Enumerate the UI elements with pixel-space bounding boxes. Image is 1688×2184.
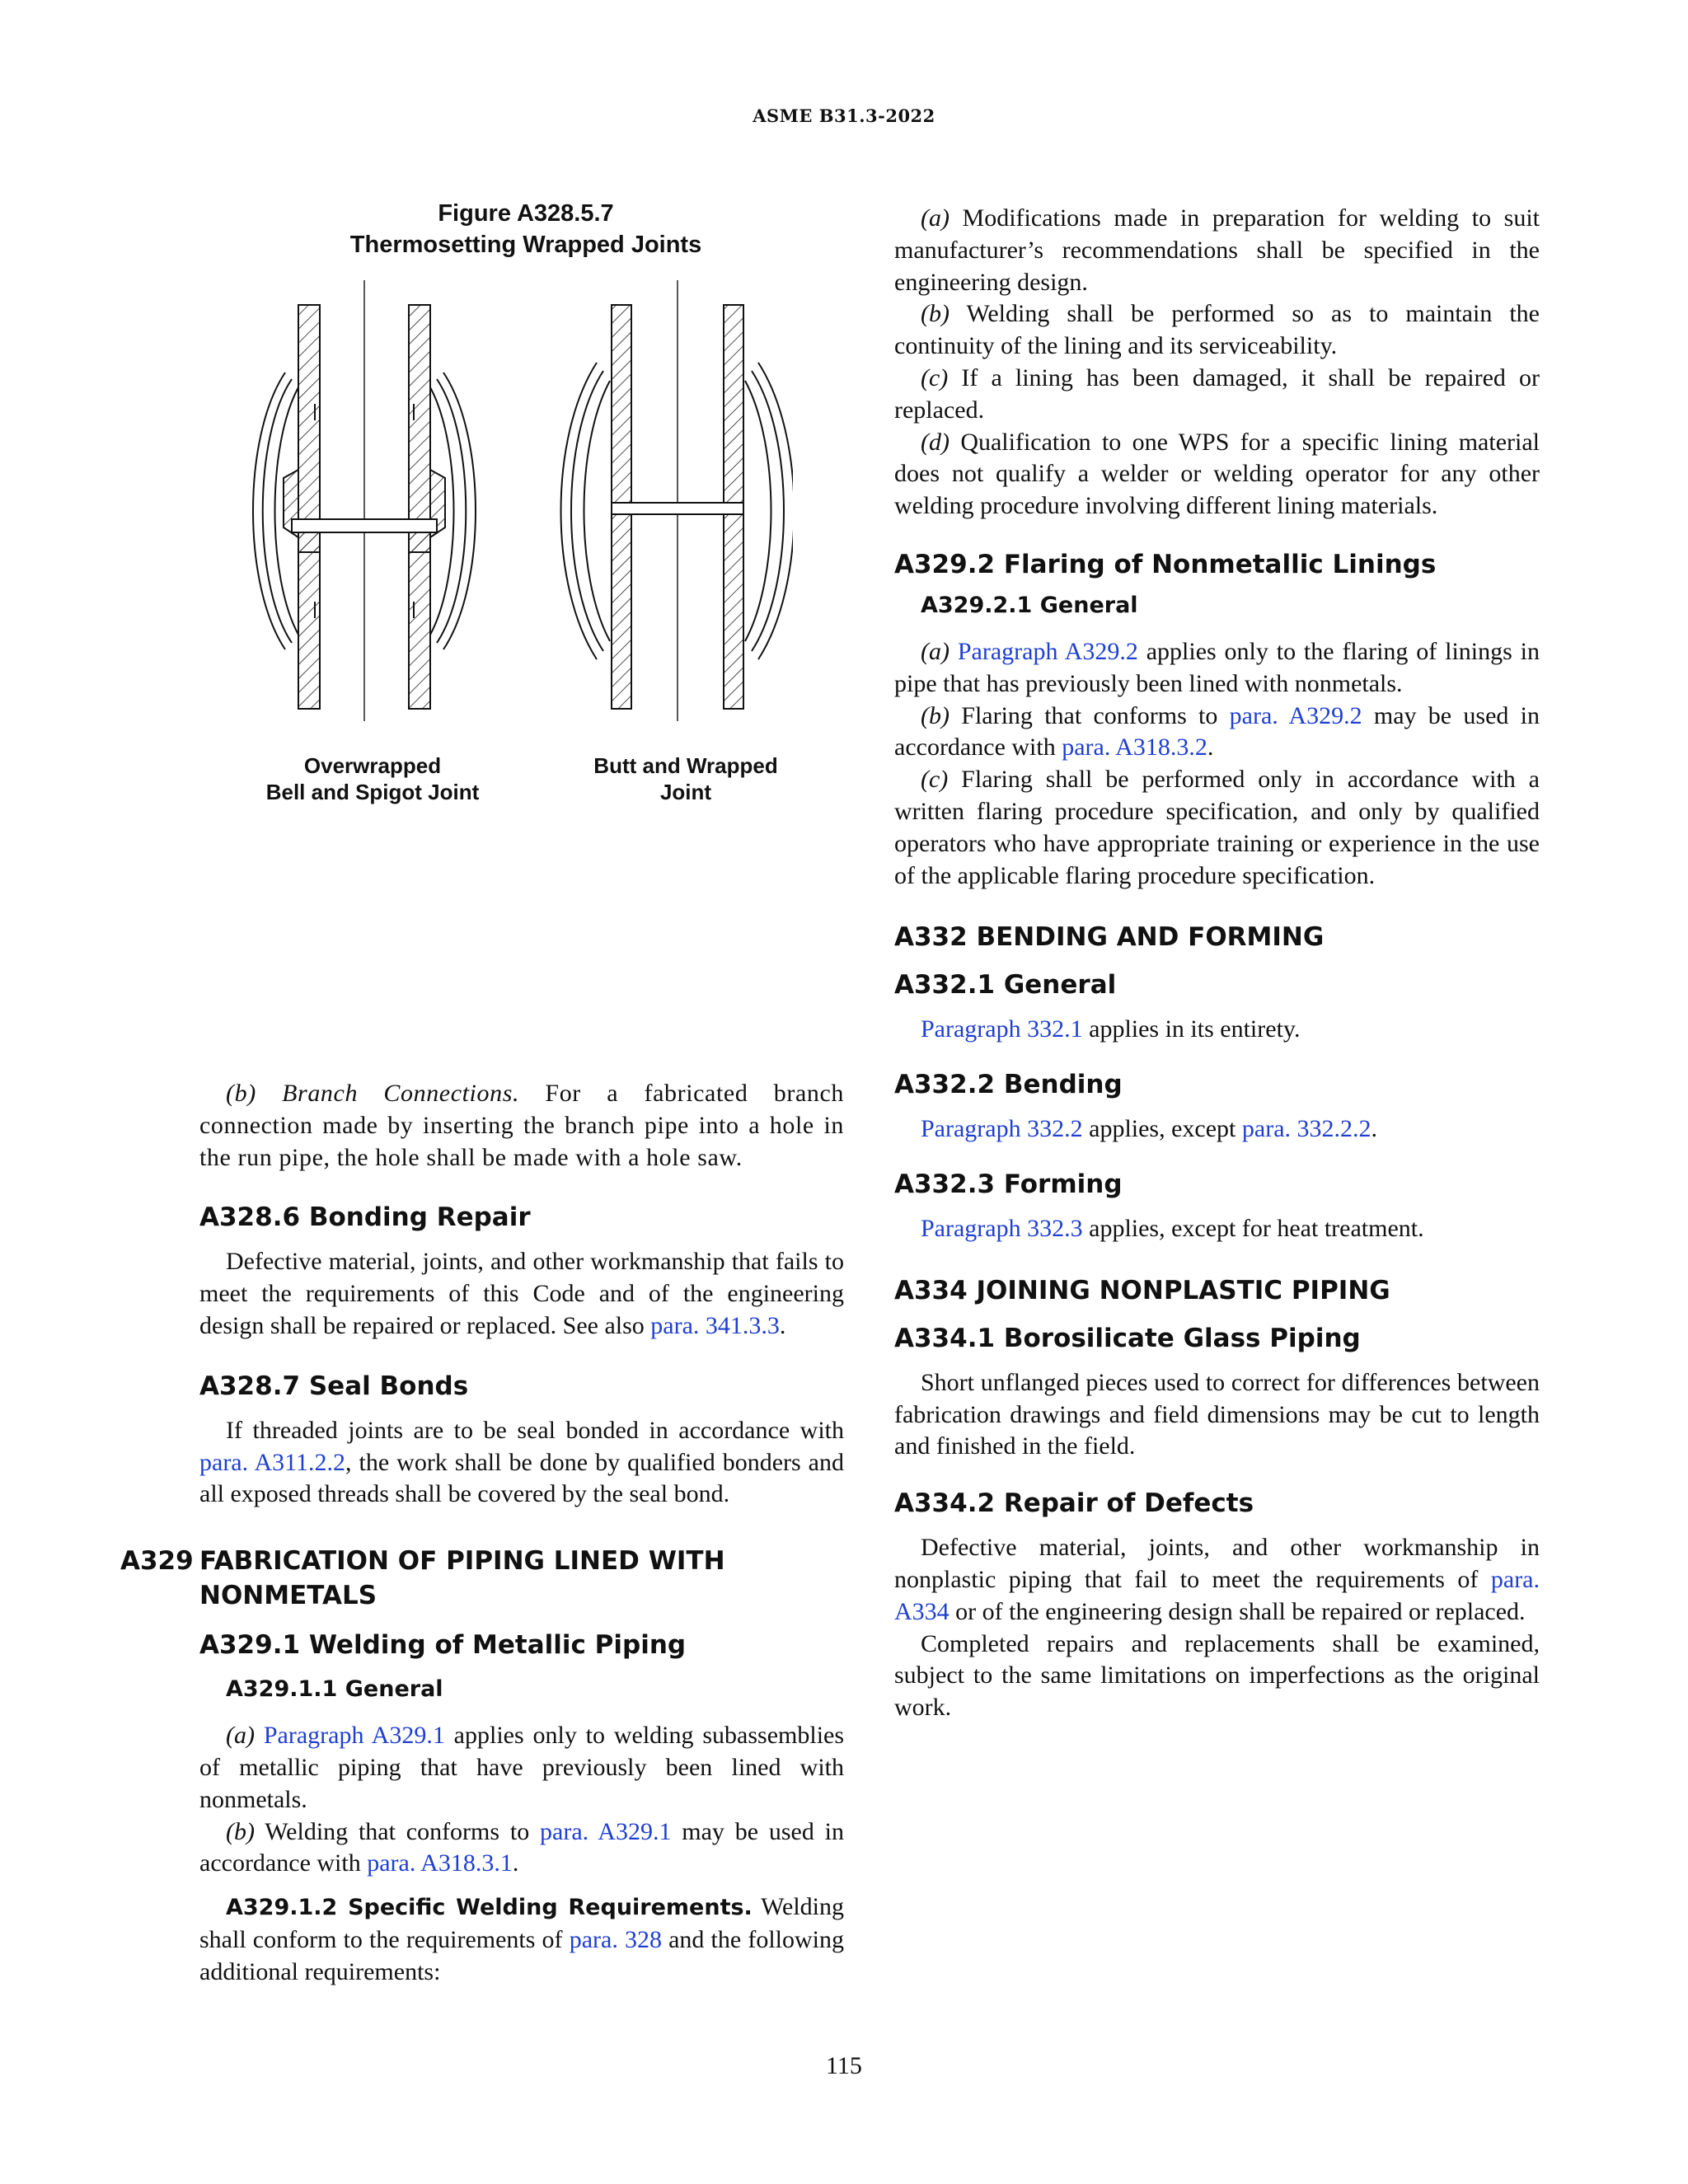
paragraph-text: Qualification to one WPS for a specific lining material does not qualify a welder or welding operator for any other welding procedure involving different lining materials. xyxy=(894,428,1540,520)
butt-wrapped-joint-drawing xyxy=(561,280,794,721)
running-header: ASME B31.3-2022 xyxy=(753,105,935,126)
paragraph-label: (c) xyxy=(921,363,949,391)
figure-number: Figure A328.5.7 xyxy=(438,200,614,227)
paragraph-label: (b) Branch Connections. xyxy=(226,1080,520,1107)
paragraph-label: (a) xyxy=(921,204,950,232)
paragraph-text: Welding shall be performed so as to maintain the continuity of the lining and its serviceability. xyxy=(894,300,1540,360)
paragraph-label: (b) xyxy=(226,1817,255,1845)
figure-title-block xyxy=(199,198,844,260)
section-title: FABRICATION OF PIPING LINED WITH NONMETALS xyxy=(199,1546,725,1611)
heading-a329 xyxy=(120,1544,844,1613)
paragraph-label: (a) xyxy=(921,637,950,665)
paragraph-text: For a fabricated branch connection made by inserting the branch pipe into a hole in the run pipe, the hole shall be made with a hole saw. xyxy=(199,1080,844,1171)
paragraph-text: may be used in accordance with xyxy=(894,701,1540,762)
paragraph-text: applies, except xyxy=(1082,1115,1242,1143)
link-paragraph-332-3[interactable]: Paragraph 332.3 xyxy=(921,1214,1083,1242)
caption-line: Bell and Spigot Joint xyxy=(265,780,480,804)
link-paragraph-a329-2[interactable]: Paragraph A329.2 xyxy=(957,637,1138,665)
heading-a329-1: A329.1 Welding of Metallic Piping xyxy=(199,1630,687,1661)
a334-2-paragraph-2: Completed repairs and replacements shall be examined, subject to the same limitations on imperfections as the original work. xyxy=(894,1629,1540,1722)
link-para-332-2-2[interactable]: para. 332.2.2 xyxy=(1241,1115,1372,1143)
link-paragraph-a329-1[interactable]: Paragraph A329.1 xyxy=(263,1722,445,1750)
a329-1-2-paragraph xyxy=(199,1891,844,1988)
caption-line: Joint xyxy=(659,780,712,804)
link-para-a318-3-1[interactable]: para. A318.3.1 xyxy=(367,1849,513,1877)
link-para-a311-2-2[interactable]: para. A311.2.2 xyxy=(199,1448,346,1476)
a334-1-paragraph: Short unflanged pieces used to correct for differences between fabrication drawings and field dimensions may be cut to length and finished in the field. xyxy=(894,1368,1540,1460)
link-para-a318-3-2[interactable]: para. A318.3.2 xyxy=(1062,733,1207,762)
link-para-a329-2[interactable]: para. A329.2 xyxy=(1229,701,1362,729)
bell-spigot-joint-drawing xyxy=(253,280,476,721)
req-a-paragraph xyxy=(894,203,1540,298)
req-c-paragraph xyxy=(894,363,1540,427)
a328-7-paragraph xyxy=(199,1415,844,1511)
wrapped-joints-drawing xyxy=(249,280,793,742)
paragraph-text: or of the engineering design shall be repaired or replaced. xyxy=(949,1597,1526,1625)
a328-6-paragraph xyxy=(199,1246,844,1342)
heading-a334: A334 JOINING NONPLASTIC PIPING xyxy=(894,1275,1390,1305)
heading-a334-1: A334.1 Borosilicate Glass Piping xyxy=(894,1323,1361,1353)
link-para-341-3-3[interactable]: para. 341.3.3 xyxy=(650,1311,780,1339)
req-d-paragraph xyxy=(894,427,1540,523)
run-in-heading: A329.1.2 Specific Welding Requirements. xyxy=(226,1895,753,1921)
figure-title: Thermosetting Wrapped Joints xyxy=(349,232,702,258)
paragraph-label: (a) xyxy=(226,1722,255,1750)
section-number: A329 xyxy=(120,1546,194,1577)
paragraph-text: . xyxy=(1371,1115,1378,1143)
paragraph-text: . xyxy=(1207,733,1214,762)
figure xyxy=(199,198,844,874)
paragraph-text: Welding that conforms to xyxy=(254,1817,541,1845)
link-para-328[interactable]: para. 328 xyxy=(569,1925,662,1953)
a329-1-1-b-paragraph xyxy=(199,1816,844,1881)
a329-2-1-b-paragraph xyxy=(894,701,1540,765)
link-paragraph-332-2[interactable]: Paragraph 332.2 xyxy=(921,1115,1083,1143)
paragraph-text: applies only to welding subassemblies of metallic piping that have previously been lined with nonmetals. xyxy=(199,1722,845,1813)
a332-3-paragraph xyxy=(894,1213,1540,1245)
link-para-a329-1[interactable]: para. A329.1 xyxy=(540,1817,672,1845)
paragraph-text: Flaring shall be performed only in accordance with a written flaring procedure specification, and only by qualified operators who have appropriate training or experience in the use of the applicable flaring procedure specification. xyxy=(894,766,1540,889)
paragraph-text: applies only to the flaring of linings in pipe that has previously been lined with nonmetals. xyxy=(894,637,1540,697)
paragraph-text: . xyxy=(779,1311,786,1339)
paragraph-text: Defective material, joints, and other workmanship that fails to meet the requirements of this Code and of the engineering design shall be repaired or replaced. See also xyxy=(199,1248,844,1339)
heading-a332-3: A332.3 Forming xyxy=(894,1169,1123,1199)
caption-butt-wrapped xyxy=(562,752,809,805)
heading-a329-2: A329.2 Flaring of Nonmetallic Linings xyxy=(894,549,1437,579)
paragraph-text: Modifications made in preparation for welding to suit manufacturer’s recommendations shall be specified in the engineering design. xyxy=(894,204,1540,296)
link-para-a334[interactable]: para. A334 xyxy=(894,1565,1540,1625)
heading-a329-1-1: A329.1.1 General xyxy=(226,1676,443,1703)
heading-a328-6: A328.6 Bonding Repair xyxy=(199,1202,531,1233)
paragraph-text: and the following additional requirements: xyxy=(199,1925,845,1985)
caption-line: Overwrapped xyxy=(303,753,442,778)
paragraph-label: (b) xyxy=(921,701,950,729)
left-column xyxy=(120,198,845,1989)
a329-1-1-a-paragraph xyxy=(199,1720,844,1816)
paragraph-label: (d) xyxy=(921,428,950,456)
paragraph-text: If threaded joints are to be seal bonded in accordance with xyxy=(226,1416,844,1444)
a329-2-1-c-paragraph xyxy=(894,764,1540,892)
caption-line: Butt and Wrapped xyxy=(593,753,778,778)
link-paragraph-332-1[interactable]: Paragraph 332.1 xyxy=(921,1015,1083,1043)
paragraph-text: applies, except for heat treatment. xyxy=(1082,1214,1424,1242)
paragraph-text: . xyxy=(512,1849,519,1877)
paragraph-label: (c) xyxy=(921,766,949,794)
branch-connections-paragraph xyxy=(199,1078,844,1174)
heading-a332: A332 BENDING AND FORMING xyxy=(894,922,1325,953)
heading-a329-2-1: A329.2.1 General xyxy=(921,592,1138,618)
req-b-paragraph xyxy=(894,298,1540,363)
page-number: 115 xyxy=(826,2052,862,2079)
paragraph-text: If a lining has been damaged, it shall be repaired or replaced. xyxy=(894,363,1540,424)
a329-2-1-a-paragraph xyxy=(894,636,1540,701)
heading-a332-2: A332.2 Bending xyxy=(894,1070,1123,1100)
paragraph-text: applies in its entirety. xyxy=(1082,1015,1301,1043)
paragraph-text: Defective material, joints, and other workmanship in nonplastic piping that fail to meet the requirements of xyxy=(894,1534,1540,1593)
a332-1-paragraph xyxy=(894,1014,1540,1046)
heading-a334-2: A334.2 Repair of Defects xyxy=(894,1488,1254,1519)
paragraph-text: may be used in accordance with xyxy=(199,1817,844,1877)
caption-overwrapped xyxy=(249,752,496,805)
paragraph-text: , the work shall be done by qualified bonders and all exposed threads shall be covered by the seal bond. xyxy=(199,1448,844,1508)
right-column xyxy=(894,198,1540,1724)
a332-2-paragraph xyxy=(894,1113,1540,1146)
heading-a332-1: A332.1 General xyxy=(894,970,1117,1001)
paragraph-label: (b) xyxy=(921,300,950,328)
a334-2-paragraph-1 xyxy=(894,1532,1540,1628)
paragraph-text: Welding shall conform to the requirements of xyxy=(199,1893,845,1953)
paragraph-text: Flaring that conforms to xyxy=(949,701,1230,729)
heading-a328-7: A328.7 Seal Bonds xyxy=(199,1371,469,1401)
